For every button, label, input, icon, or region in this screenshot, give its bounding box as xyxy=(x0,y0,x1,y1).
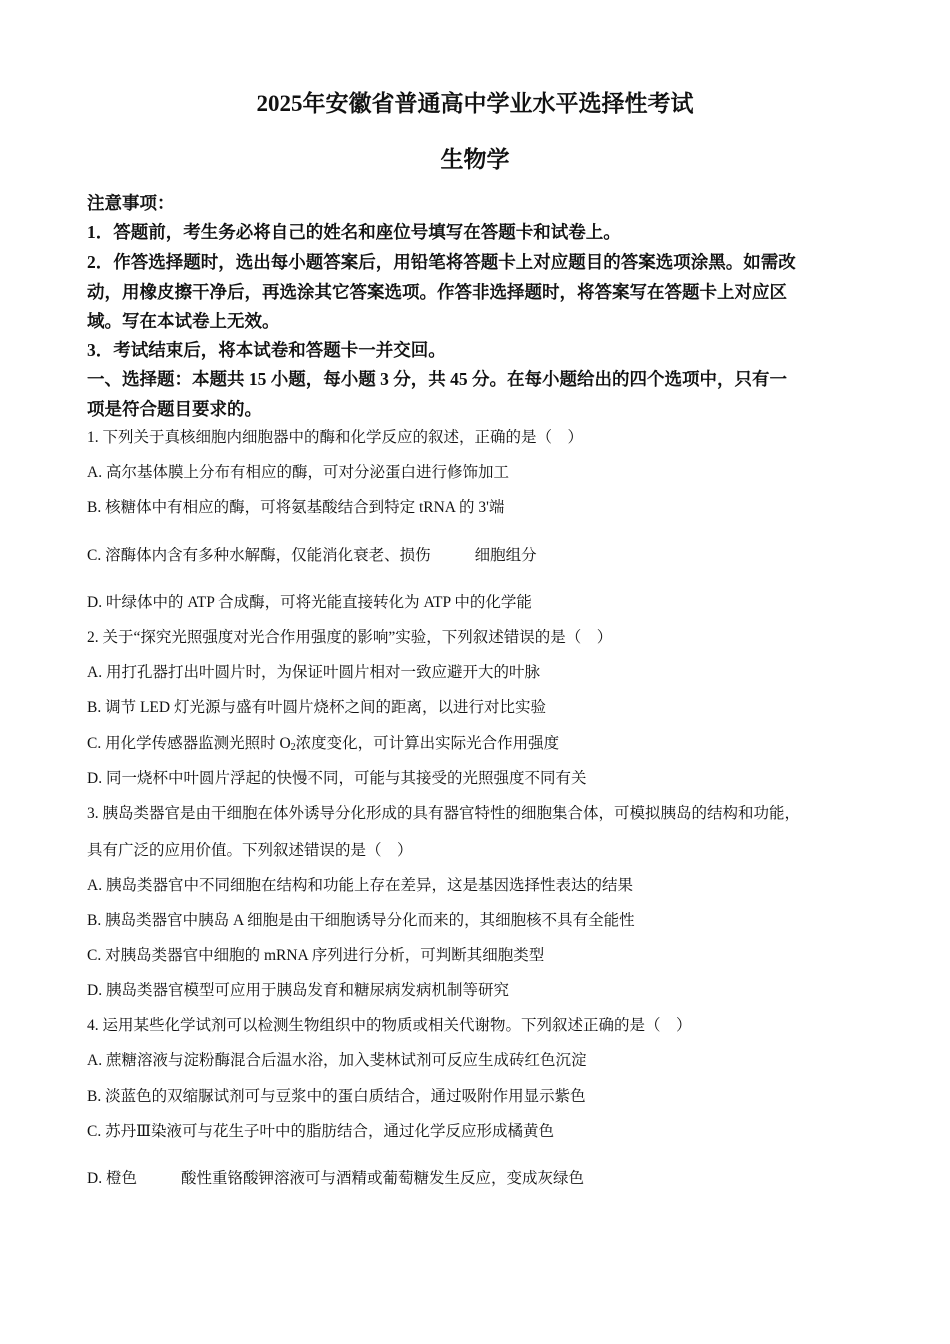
question-1-option-d: D. 叶绿体中的 ATP 合成酶，可将光能直接转化为 ATP 中的化学能 xyxy=(87,594,532,611)
question-4-option-d-part-2: 酸性重铬酸钾溶液可与酒精或葡萄糖发生反应，变成灰绿色 xyxy=(180,1170,584,1187)
question-3-stem-line-1: 3. 胰岛类器官是由干细胞在体外诱导分化形成的具有器官特性的细胞集合体，可模拟胰岛的结构和功能， xyxy=(87,805,801,822)
section-heading-line-2: 项是符合题目要求的。 xyxy=(87,399,262,419)
question-2-stem: 2. 关于“探究光照强度对光合作用强度的影响”实验，下列叙述错误的是（ ） xyxy=(87,629,613,646)
question-3-option-b: B. 胰岛类器官中胰岛 A 细胞是由干细胞诱导分化而来的，其细胞核不具有全能性 xyxy=(87,912,635,929)
question-1-option-c xyxy=(87,543,537,565)
question-2-option-c-post: 浓度变化，可计算出实际光合作用强度 xyxy=(295,735,560,752)
question-4-option-d xyxy=(87,1166,584,1188)
question-4-option-d-part-1: D. 橙色 xyxy=(87,1170,137,1187)
question-3-stem-line-2: 具有广泛的应用价值。下列叙述错误的是（ ） xyxy=(87,842,413,859)
exam-title: 2025年安徽省普通高中学业水平选择性考试 xyxy=(256,91,694,116)
question-3-option-d: D. 胰岛类器官模型可应用于胰岛发育和糖尿病发病机制等研究 xyxy=(87,982,509,999)
question-1-option-c-part-2: 细胞组分 xyxy=(474,547,537,564)
notice-item-2-line-3: 域。写在本试卷上无效。 xyxy=(87,311,280,331)
notice-item-1: 1．答题前，考生务必将自己的姓名和座位号填写在答题卡和试卷上。 xyxy=(87,222,621,242)
question-2-option-a: A. 用打孔器打出叶圆片时，为保证叶圆片相对一致应避开大的叶脉 xyxy=(87,664,540,681)
section-heading-line-1: 一、选择题：本题共 15 小题，每小题 3 分，共 45 分。在每小题给出的四个选项中，只有一 xyxy=(87,369,787,389)
question-2-option-b: B. 调节 LED 灯光源与盛有叶圆片烧杯之间的距离，以进行对比实验 xyxy=(87,699,546,716)
question-1-stem: 1. 下列关于真核细胞内细胞器中的酶和化学反应的叙述，正确的是（ ） xyxy=(87,429,584,446)
question-2-option-c-pre: C. 用化学传感器监测光照时 O xyxy=(87,735,291,752)
question-4-option-a: A. 蔗糖溶液与淀粉酶混合后温水浴，加入斐林试剂可反应生成砖红色沉淀 xyxy=(87,1052,587,1069)
question-1-option-b: B. 核糖体中有相应的酶，可将氨基酸结合到特定 tRNA 的 3'端 xyxy=(87,499,505,516)
notice-heading: 注意事项： xyxy=(87,193,175,213)
notice-item-2-line-1: 2．作答选择题时，选出每小题答案后，用铅笔将答题卡上对应题目的答案选项涂黑。如需改 xyxy=(87,252,796,272)
question-2-option-d: D. 同一烧杯中叶圆片浮起的快慢不同，可能与其接受的光照强度不同有关 xyxy=(87,770,587,787)
question-4-option-c: C. 苏丹Ⅲ染液可与花生子叶中的脂肪结合，通过化学反应形成橘黄色 xyxy=(87,1123,555,1140)
question-4-stem: 4. 运用某些化学试剂可以检测生物组织中的物质或相关代谢物。下列叙述正确的是（ ） xyxy=(87,1017,692,1034)
notice-item-3: 3．考试结束后，将本试卷和答题卡一并交回。 xyxy=(87,340,446,360)
question-4-option-b: B. 淡蓝色的双缩脲试剂可与豆浆中的蛋白质结合，通过吸附作用显示紫色 xyxy=(87,1088,586,1105)
question-2-option-c-subscript: 2 xyxy=(290,742,296,753)
question-3-option-c: C. 对胰岛类器官中细胞的 mRNA 序列进行分析，可判断其细胞类型 xyxy=(87,947,545,964)
question-1-option-c-part-1: C. 溶酶体内含有多种水解酶，仅能消化衰老、损伤 xyxy=(87,547,431,564)
question-3-option-a: A. 胰岛类器官中不同细胞在结构和功能上存在差异，这是基因选择性表达的结果 xyxy=(87,877,633,894)
subject-title: 生物学 xyxy=(440,147,510,172)
question-1-option-a: A. 高尔基体膜上分布有相应的酶，可对分泌蛋白进行修饰加工 xyxy=(87,464,509,481)
question-2-option-c xyxy=(87,731,559,753)
notice-item-2-line-2: 动，用橡皮擦干净后，再选涂其它答案选项。作答非选择题时，将答案写在答题卡上对应区 xyxy=(87,282,787,302)
